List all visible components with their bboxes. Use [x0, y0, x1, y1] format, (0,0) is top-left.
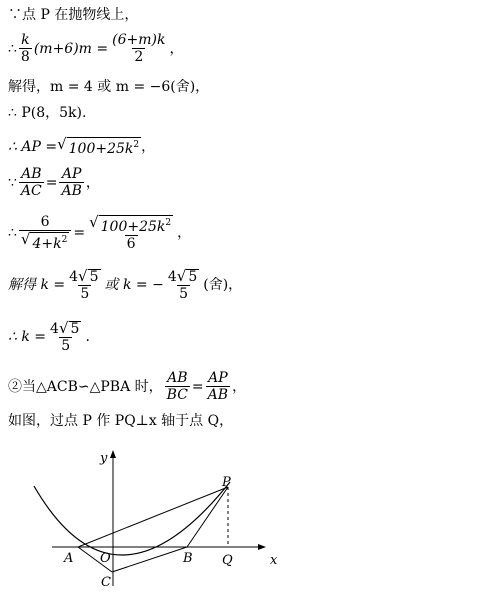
text-line-5: ∴ AP = √ $100+25k^2$ ， [8, 135, 156, 157]
fraction: 4 √ 5 5 [50, 319, 80, 354]
fraction: $\frac{AP}{AB}$ [61, 166, 82, 199]
y-axis-arrow [110, 450, 116, 458]
parabola-curve [34, 482, 230, 555]
text-line-8: 解得 k = 4 √ 5 5 或 k = − 4 √ 5 5 (舍)， [8, 267, 243, 302]
label-q: Q [222, 553, 233, 568]
label-c: C [101, 575, 111, 590]
fraction: $\frac{AB}{AC}$ [20, 166, 42, 199]
label-p: P [222, 475, 231, 490]
label-x: x [270, 553, 278, 568]
fraction: $\frac{AP}{AB}$ [207, 370, 229, 403]
square-root: √ $100+25k^2$ [57, 135, 140, 157]
fraction: $\frac{AB}{BC}$ [166, 370, 188, 403]
text-line-2: ∴ $\frac{k}{8}$ (m+6)m = $\frac{(6+m)k}{2}$ ， [8, 32, 184, 65]
text-line-9: ∴ k = 4 √ 5 5 . [8, 319, 90, 354]
text-line-1: ∵点 P 在抛物线上， [8, 7, 139, 23]
segment-bp [187, 487, 228, 547]
text-line-10: ②当△ACB∽△PBA 时， $\frac{AB}{BC}$ = $\frac{AP}{AB}$ ， [8, 370, 247, 403]
fraction: 4 √ 5 5 [69, 267, 99, 302]
x-axis-arrow [258, 544, 266, 550]
parabola-figure [0, 440, 300, 590]
label-a: A [64, 551, 74, 566]
fraction: √ $100+25k^2$ 6 [89, 213, 172, 252]
text-line-7: ∴ 6 √ $4+k^2$ = √ $100+25k^2$ 6 ， [8, 213, 192, 252]
segment-ap [78, 487, 228, 547]
fraction: 4 √ 5 5 [167, 267, 198, 302]
text-line-3: 解得，m = 4 或 m = −6(舍)， [8, 79, 210, 95]
text-line-11: 如图，过点 P 作 PQ⊥x 轴于点 Q， [8, 413, 234, 429]
text-line-6: ∵ $\frac{AB}{AC}$ = $\frac{AP}{AB}$ ， [8, 166, 100, 199]
label-y: y [100, 451, 108, 466]
fraction: $\frac{(6+m)k}{2}$ [112, 32, 166, 65]
label-o: O [100, 551, 111, 566]
text-line-4: ∴ P(8，5k). [8, 105, 87, 121]
fraction: $\frac{k}{8}$ [20, 32, 30, 65]
segment-cb [112, 547, 187, 572]
fraction: 6 √ $4+k^2$ [19, 214, 71, 252]
label-b: B [183, 551, 193, 566]
